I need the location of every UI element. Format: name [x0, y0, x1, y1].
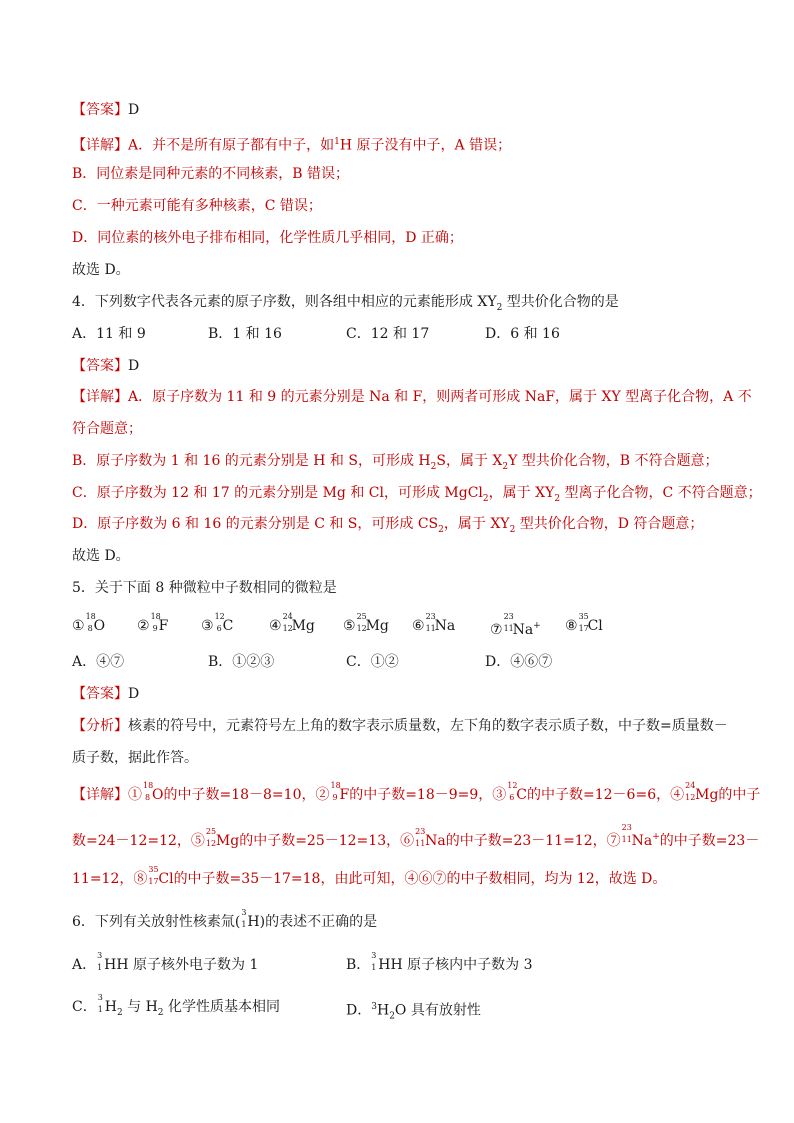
question-6-stem: 6．下列有关放射性核素氚( 3 1 H)的表述不正确的是	[72, 908, 378, 930]
detail-line-d-q3: D．同位素的核外电子排布相同，化学性质几乎相同，D 正确；	[72, 230, 463, 246]
detail-line-a2-q4: 符合题意；	[72, 421, 142, 437]
q5-option-d: D．④⑥⑦	[485, 654, 553, 670]
detail-line-3-q5: 11=12，⑧ 35 17 Cl的中子数=35－17=18，由此可知，④⑥⑦的中子数相同，均为 12，故选 D。	[72, 865, 667, 887]
particle-4: ④ 24 12 Mg	[269, 612, 315, 634]
particle-6: ⑥ 23 11 Na	[412, 612, 456, 634]
q5-option-c: C．①②	[346, 654, 399, 670]
question-5-stem: 5．关于下面 8 种微粒中子数相同的微粒是	[72, 580, 337, 596]
particle-5: ⑤ 25 12 Mg	[343, 612, 389, 634]
q5-option-a: A．④⑦	[72, 654, 125, 670]
analysis-line-2-q5: 质子数，据此作答。	[72, 750, 198, 766]
q4-option-d: D．6 和 16	[485, 326, 560, 342]
analysis-line-1-q5: 【分析】核素的符号中，元素符号左上角的数字表示质量数，左下角的数字表示质子数，中子数=质量数－	[72, 718, 728, 734]
detail-line-b-q3: B．同位素是同种元素的不同核素，B 错误；	[72, 166, 350, 182]
q6-option-a: A． 3 1 HH 原子核外电子数为 1	[72, 951, 259, 973]
q6-option-d: D．$^3H_2O$ 具有放射性	[346, 1002, 481, 1022]
detail-line-a-q3: 【详解】A．并不是所有原子都有中子，如$^1$H 原子没有中子，A 错误；	[72, 137, 512, 154]
q6-option-b: B． 3 1 HH 原子核内中子数为 3	[346, 951, 533, 973]
particle-8: ⑧ 35 17 Cl	[565, 612, 603, 634]
q6-option-c: C． 3 1 $H_2$ 与 $H_2$ 化学性质基本相同	[72, 993, 280, 1018]
detail-line-b-q4: B．原子序数为 1 和 16 的元素分别是 H 和 S，可形成 $H_2S$，属于 $X_2Y$ 型共价化合物，B 不符合题意；	[72, 453, 719, 472]
q4-option-a: A．11 和 9	[72, 326, 146, 342]
q4-option-c: C．12 和 17	[346, 326, 430, 342]
detail-line-a1-q4: 【详解】A．原子序数为 11 和 9 的元素分别是 Na 和 F，则两者可形成 NaF，属于 XY 型离子化合物，A 不	[72, 389, 752, 405]
detail-line-c-q3: C．一种元素可能有多种核素，C 错误；	[72, 198, 322, 214]
detail-line-2-q5: 数=24－12=12，⑤ 25 12 Mg的中子数=25－12=13，⑥ 23 11 Na的中子数=23－11=12，⑦ 23 11 Na+的中子数=23－	[72, 823, 760, 849]
question-4-stem: 4．下列数字代表各元素的原子序数，则各组中相应的元素能形成 $XY_2$ 型共价化合物的是	[72, 294, 619, 313]
detail-line-d-q4: D．原子序数为 6 和 16 的元素分别是 C 和 S，可形成 $CS_2$，属于 $XY_2$ 型共价化合物，D 符合题意；	[72, 516, 704, 535]
particle-1: ① 18 8 O	[72, 612, 106, 634]
q5-option-b: B．①②③	[208, 654, 275, 670]
answer-line-q3: 【答案】D	[72, 102, 140, 118]
q4-option-b: B．1 和 16	[208, 326, 282, 342]
answer-line-q4: 【答案】D	[72, 358, 140, 374]
answer-line-q5: 【答案】D	[72, 686, 140, 702]
conclusion-q4: 故选 D。	[72, 548, 130, 564]
particle-3: ③ 12 6 C	[201, 612, 234, 634]
detail-line-1-q5: 【详解】① 18 8 O的中子数=18－8=10，② 18 9 F的中子数=18－9=9，③ 12 6 C的中子数=12－6=6，④ 24 12 Mg的中子	[72, 781, 761, 803]
detail-line-c-q4: C．原子序数为 12 和 17 的元素分别是 Mg 和 Cl，可形成 MgCl$_2$，属于 $XY_2$ 型离子化合物，C 不符合题意；	[72, 485, 762, 504]
particle-7: ⑦ 23 11 Na+	[490, 612, 541, 638]
conclusion-q3: 故选 D。	[72, 262, 130, 278]
particle-2: ② 18 9 F	[137, 612, 169, 634]
